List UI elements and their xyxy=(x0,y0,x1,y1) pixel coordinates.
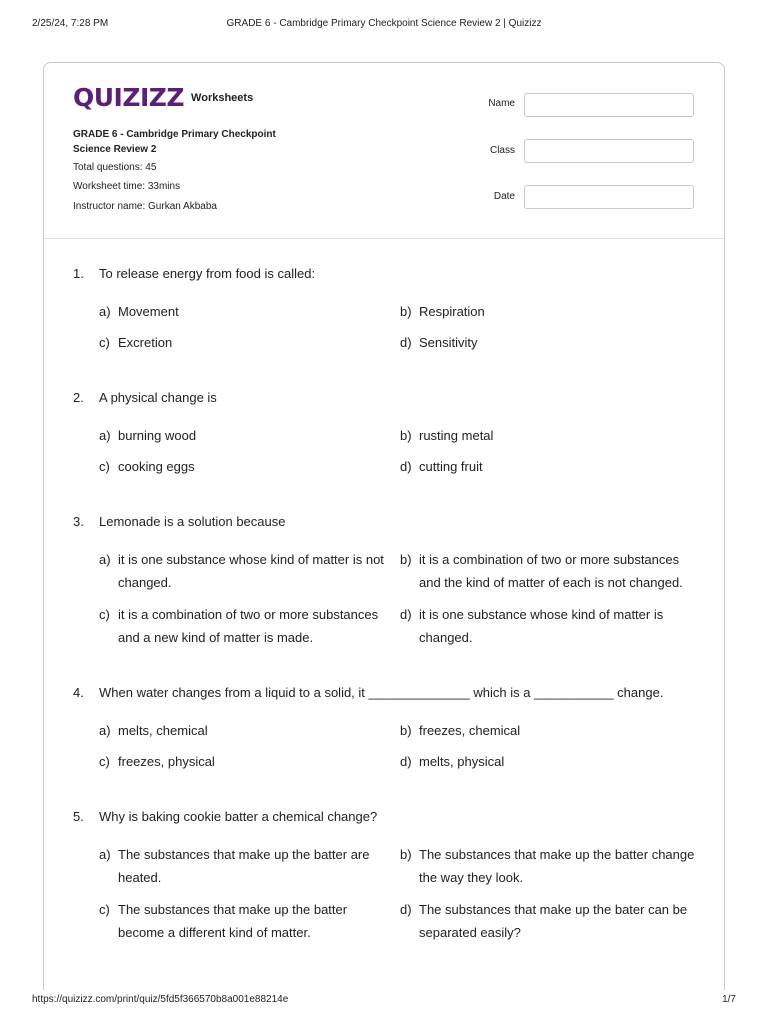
option-text: cutting fruit xyxy=(419,459,483,474)
worksheet-title xyxy=(73,127,333,157)
option-a xyxy=(99,719,389,742)
option-letter: d) xyxy=(400,902,412,917)
option-text: The substances that make up the batter change the way they look. xyxy=(419,847,695,885)
option-text: it is one substance whose kind of matter is not changed. xyxy=(118,552,384,590)
option-letter: c) xyxy=(99,335,110,350)
option-letter: d) xyxy=(400,607,412,622)
question-number: 1. xyxy=(73,266,84,281)
option-b xyxy=(400,843,700,889)
option-text: Sensitivity xyxy=(419,335,478,350)
print-page-number: 1/7 xyxy=(722,994,736,1005)
option-letter: c) xyxy=(99,754,110,769)
option-text: burning wood xyxy=(118,428,197,443)
option-text: Excretion xyxy=(118,335,173,350)
option-a xyxy=(99,300,389,323)
option-d xyxy=(400,603,700,649)
option-text: Movement xyxy=(118,304,179,319)
option-letter: b) xyxy=(400,304,412,319)
worksheet-title-line1: GRADE 6 - Cambridge Primary Checkpoint xyxy=(73,129,276,140)
name-field[interactable] xyxy=(524,93,694,117)
question-text: To release energy from food is called: xyxy=(99,266,316,281)
option-c xyxy=(99,603,389,649)
print-header xyxy=(32,18,736,32)
class-field[interactable] xyxy=(524,139,694,163)
option-text: it is a combination of two or more substances and the kind of matter of each is not changed. xyxy=(419,552,683,590)
option-d xyxy=(400,331,700,354)
worksheet-card xyxy=(43,62,725,990)
print-datetime: 2/25/24, 7:28 PM xyxy=(32,18,109,29)
option-letter: c) xyxy=(99,459,110,474)
print-url: https://quizizz.com/print/quiz/5fd5f366570b8a001e88214e xyxy=(32,994,289,1005)
option-b xyxy=(400,300,700,323)
option-text: The substances that make up the batter are heated. xyxy=(118,847,370,885)
option-text: it is a combination of two or more substances and a new kind of matter is made. xyxy=(118,607,379,645)
option-d xyxy=(400,455,700,478)
option-letter: d) xyxy=(400,335,412,350)
option-b xyxy=(400,719,700,742)
option-text: melts, chemical xyxy=(118,723,208,738)
option-text: it is one substance whose kind of matter is changed. xyxy=(419,607,664,645)
instructor-name: Instructor name: Gurkan Akbaba xyxy=(73,201,217,212)
question-text: When water changes from a liquid to a solid, it ______________ which is a ___________ change. xyxy=(99,685,664,700)
question-number: 2. xyxy=(73,390,84,405)
option-letter: a) xyxy=(99,723,111,738)
option-text: The substances that make up the bater can be separated easily? xyxy=(419,902,688,940)
option-text: rusting metal xyxy=(419,428,494,443)
option-d xyxy=(400,750,700,773)
option-a xyxy=(99,424,389,447)
question-text: A physical change is xyxy=(99,390,217,405)
option-text: freezes, chemical xyxy=(419,723,521,738)
option-c xyxy=(99,455,389,478)
question-text: Lemonade is a solution because xyxy=(99,514,286,529)
option-text: Respiration xyxy=(419,304,485,319)
quizizz-logo xyxy=(73,85,253,111)
option-text: freezes, physical xyxy=(118,754,215,769)
option-a xyxy=(99,843,389,889)
option-letter: c) xyxy=(99,902,110,917)
option-letter: a) xyxy=(99,428,111,443)
option-d xyxy=(400,898,700,944)
question-text: Why is baking cookie batter a chemical change? xyxy=(99,809,378,824)
print-footer xyxy=(32,994,736,1008)
option-letter: b) xyxy=(400,847,412,862)
worksheet-time: Worksheet time: 33mins xyxy=(73,181,181,192)
option-b xyxy=(400,424,700,447)
option-c xyxy=(99,898,389,944)
option-letter: a) xyxy=(99,552,111,567)
date-label: Date xyxy=(493,191,515,202)
print-page-title: GRADE 6 - Cambridge Primary Checkpoint Science Review 2 | Quizizz xyxy=(226,18,542,29)
option-text: melts, physical xyxy=(419,754,505,769)
option-b xyxy=(400,548,700,594)
option-letter: a) xyxy=(99,304,111,319)
question-number: 3. xyxy=(73,514,84,529)
option-letter: b) xyxy=(400,552,412,567)
question-number: 4. xyxy=(73,685,84,700)
option-c xyxy=(99,331,389,354)
option-letter: d) xyxy=(400,754,412,769)
class-label: Class xyxy=(489,145,515,156)
question-number: 5. xyxy=(73,809,84,824)
option-text: The substances that make up the batter become a different kind of matter. xyxy=(118,902,348,940)
option-text: cooking eggs xyxy=(118,459,195,474)
worksheet-header xyxy=(44,63,724,239)
name-label: Name xyxy=(488,98,515,109)
option-letter: d) xyxy=(400,459,412,474)
option-c xyxy=(99,750,389,773)
option-letter: b) xyxy=(400,723,412,738)
option-letter: c) xyxy=(99,607,110,622)
total-questions: Total questions: 45 xyxy=(73,162,157,173)
date-field[interactable] xyxy=(524,185,694,209)
logo-wordmark: QUIZIZZ xyxy=(73,83,185,112)
worksheet-title-line2: Science Review 2 xyxy=(73,144,157,155)
option-letter: a) xyxy=(99,847,111,862)
option-letter: b) xyxy=(400,428,412,443)
logo-product-label: Worksheets xyxy=(191,92,254,104)
option-a xyxy=(99,548,389,594)
